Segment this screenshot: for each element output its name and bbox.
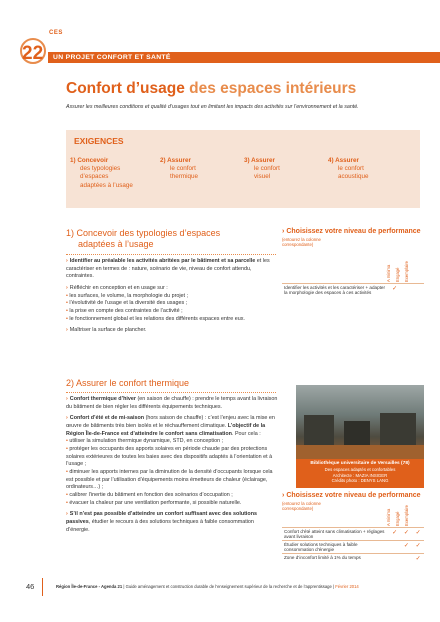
table-row: Étudier solutions techniques à faible consommation d’énergie ✓ ✓	[282, 541, 424, 554]
section2-body: › Confort thermique d’hiver (en saison de chauffe) : prendre le temps avant la livraison du bâtiment de bien régler les différents équipements techniques. › Confort d’été et de mi-saison (hors saison de chauffe) : c’est l’enjeu avec la mise en œuvre de bâtiments très bien isolés et le réchauffement climatique. L’objectif de la Région Île-de-France est d’atteindre le confort sans climatisation. Pour cela : • utiliser la simulation thermique dynamique, STD, en conception ; • protéger les occupants des apports solaires en période chaude par des protections solaires extérieures de toutes les baies avec des dispositifs adaptés à l’orientation et à l’usage ; • diminuer les apports internes par la diminution de la densité d’occupants lorsque cela est possible et par l’utilisation d’équipements moins émetteurs de chaleur (éclairage, ordinateurs…) ; • calibrer l’inertie du bâtiment en fonction des scénarios d’occupation ; • évacuer la chaleur par une ventilation performante, si possible naturelle. › S’il n’est pas possible d’atteindre un confort suffisant avec des solutions passives, étudier le recours à des solutions techniques à faible consommation d’énergie.	[66, 396, 278, 533]
photo-caption: Bibliothèque universitaire de Versailles (78) Des espaces adaptés et confortables Architecte : MAZIA INSIGER Crédits photo : DENYS LANG	[296, 459, 424, 488]
footer-text: Région Île-de-France - Agenda 21 | Guide aménagement et construction durable de l’enseignement supérieur de la recherche et de l’apprentissage | Février 2014	[56, 584, 359, 589]
table-row: Zone d’inconfort limité à 1% du temps ✓	[282, 554, 424, 564]
exigences-title: EXIGENCES	[74, 136, 124, 146]
performance-cols-1: A minima Engagé Exemplaire	[386, 261, 409, 282]
check-mark[interactable]: ✓	[389, 284, 401, 297]
section-number: 22	[22, 43, 44, 64]
section1-title: 1) Concevoir des typologies d’espaces adaptées à l’usage	[66, 228, 221, 249]
page-number: 46	[26, 582, 35, 591]
section1-body: › Identifier au préalable les activités abritées par le bâtiment et sa parcelle et les caractériser en termes de : nature, scénario de vie, niveau de confort attendu, contraintes. › Réfléchir en conception et en usage sur : • les surfaces, le volume, la morphologie du projet ; • l’évolutivité de l’usage et la diversité des usages ; • la prise en compte des contraintes de l’activité ; • le fonctionnement global et les relations des différents espaces entre eux. › Maîtriser la surface de plancher.	[66, 258, 270, 334]
performance-cols-2: A minima Engagé Exemplaire	[386, 505, 409, 526]
table-row: Confort d’été atteint sans climatisation + réglages avant livraison ✓ ✓ ✓	[282, 528, 424, 541]
footer-divider	[42, 578, 43, 596]
section-band: UN PROJET CONFORT ET SANTÉ	[48, 52, 440, 63]
performance-table-2	[282, 527, 424, 563]
performance-panel-2: › Choisissez votre niveau de performance (entourez la colonne correspondante)	[282, 492, 421, 511]
exigence-1: 1) Concevoir des typologies d’espaces adaptées à l’usage	[70, 157, 133, 189]
page-title: Confort d’usage des espaces intérieurs	[66, 80, 357, 97]
section2-title: 2) Assurer le confort thermique	[66, 378, 190, 388]
library-photo	[296, 385, 424, 459]
divider	[66, 392, 276, 393]
performance-table-1: Identifier les activités et les caractériser + adapter la morphologie des espaces à ces activités ✓	[282, 283, 424, 296]
page-subtitle: Assurer les meilleures conditions et qualité d’usages tout en limitant les impacts des activités sur l’environnement et la santé.	[66, 104, 359, 110]
ces-label: CES	[49, 30, 63, 36]
exigence-3: 3) Assurer le confort visuel	[244, 157, 280, 181]
exigence-2: 2) Assurer le confort thermique	[160, 157, 199, 181]
performance-panel-1: › Choisissez votre niveau de performance (entourez la colonne correspondante)	[282, 228, 421, 247]
divider	[66, 254, 276, 255]
exigence-4: 4) Assurer le confort acoustique	[328, 157, 369, 181]
